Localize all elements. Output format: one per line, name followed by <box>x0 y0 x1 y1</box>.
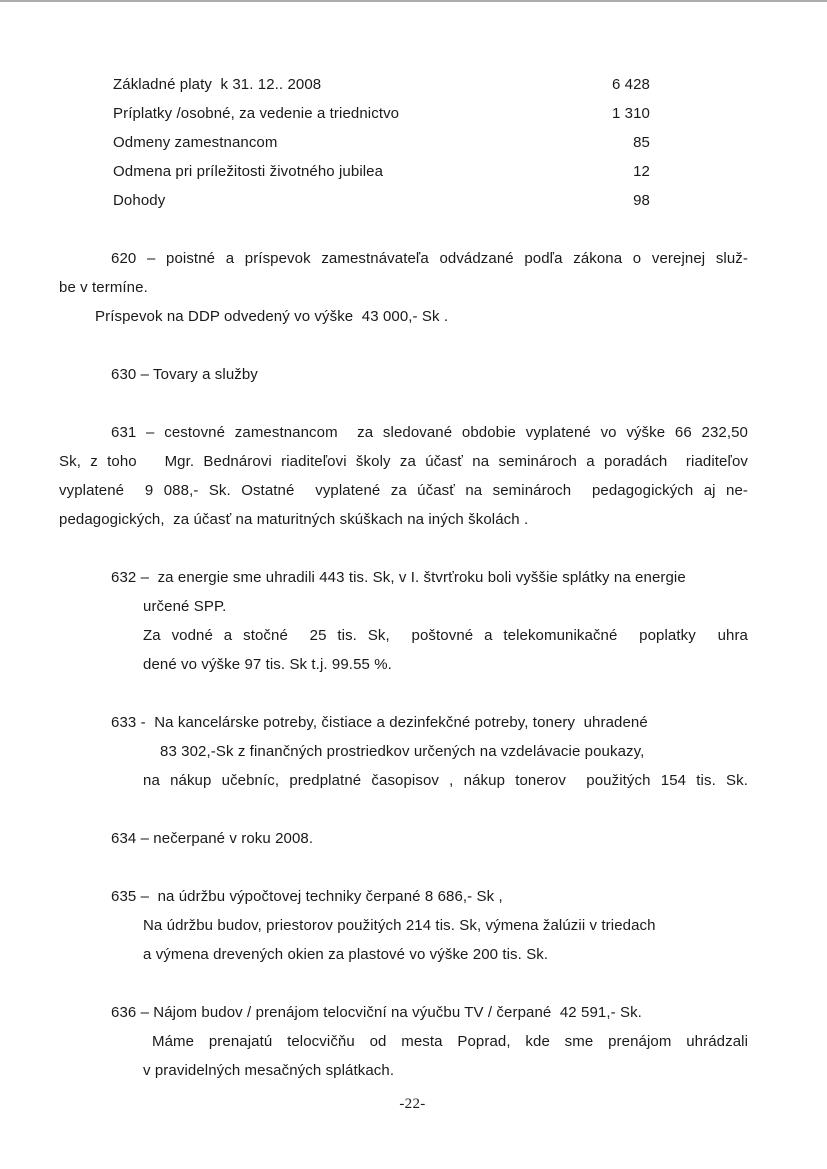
text-line: určené SPP. <box>143 598 227 615</box>
salary-value: 85 <box>633 134 650 151</box>
salary-row <box>113 70 650 99</box>
text-line: a výmena drevených okien za plastové vo výške 200 tis. Sk. <box>143 946 549 963</box>
text-line: 633 - Na kancelárske potreby, čistiace a dezinfekčné potreby, tonery uhradené <box>111 714 648 731</box>
salary-label: Dohody <box>113 192 166 209</box>
salary-label: Príplatky /osobné, za vedenie a triednictvo <box>113 105 400 122</box>
salary-label: Základné platy k 31. 12.. 2008 <box>113 76 322 93</box>
text-line: 632 – za energie sme uhradili 443 tis. Sk, v I. štvrťroku boli vyššie splátky na energie <box>111 569 686 586</box>
text-line: pedagogických, za účasť na maturitných skúškach na iných školách . <box>59 511 529 528</box>
salary-value: 12 <box>633 163 650 180</box>
paragraph-632 <box>59 563 748 679</box>
text-line: Na údržbu budov, priestorov použitých 214 tis. Sk, výmena žalúzii v triedach <box>143 917 656 934</box>
text-line: na nákup učebníc, predplatné časopisov , nákup tonerov použitých 154 tis. Sk. <box>143 772 748 789</box>
text-line: 620 – poistné a príspevok zamestnávateľa odvádzané podľa zákona o verejnej služ- <box>111 250 748 267</box>
paragraph-635 <box>59 882 748 969</box>
salary-value: 98 <box>633 192 650 209</box>
text-line: Sk, z toho Mgr. Bednárovi riaditeľovi školy za účasť na seminároch a poradách riaditeľov <box>59 453 748 470</box>
paragraph-634 <box>59 824 748 853</box>
salary-label: Odmeny zamestnancom <box>113 134 278 151</box>
text-line: Za vodné a stočné 25 tis. Sk, poštovné a telekomunikačné poplatky uhra <box>143 627 748 644</box>
text-line: vyplatené 9 088,- Sk. Ostatné vyplatené za účasť na seminároch pedagogických aj ne- <box>59 482 748 499</box>
text-line: dené vo výške 97 tis. Sk t.j. 99.55 %. <box>143 656 392 673</box>
salary-summary-list <box>113 70 650 215</box>
salary-value: 6 428 <box>611 76 650 93</box>
salary-label: Odmena pri príležitosti životného jubilea <box>113 163 384 180</box>
text-line: 635 – na údržbu výpočtovej techniky čerpané 8 686,- Sk , <box>111 888 503 905</box>
salary-row <box>113 157 650 186</box>
text-line: 83 302,-Sk z finančných prostriedkov určených na vzdelávacie poukazy, <box>160 743 645 760</box>
paragraph-633 <box>59 708 748 795</box>
salary-value: 1 310 <box>611 105 650 122</box>
paragraph-631 <box>59 418 748 534</box>
text-line: 634 – nečerpané v roku 2008. <box>111 830 314 847</box>
paragraph-630 <box>59 360 748 389</box>
text-line: 630 – Tovary a služby <box>111 366 258 383</box>
text-line: be v termíne. <box>59 279 148 296</box>
text-line: v pravidelných mesačných splátkach. <box>143 1062 395 1079</box>
paragraph-620 <box>59 244 748 331</box>
text-line: 636 – Nájom budov / prenájom telocviční na výučbu TV / čerpané 42 591,- Sk. <box>111 1004 642 1021</box>
salary-row <box>113 128 650 157</box>
salary-row <box>113 186 650 215</box>
page-number: -22- <box>399 1096 426 1112</box>
text-line: 631 – cestovné zamestnancom za sledované obdobie vyplatené vo výške 66 232,50 <box>111 424 748 441</box>
paragraph-636 <box>59 998 748 1085</box>
salary-row <box>113 99 650 128</box>
text-line: Príspevok na DDP odvedený vo výške 43 000,- Sk . <box>95 308 449 325</box>
text-line: Máme prenajatú telocvičňu od mesta Poprad, kde sme prenájom uhrádzali <box>152 1033 748 1050</box>
